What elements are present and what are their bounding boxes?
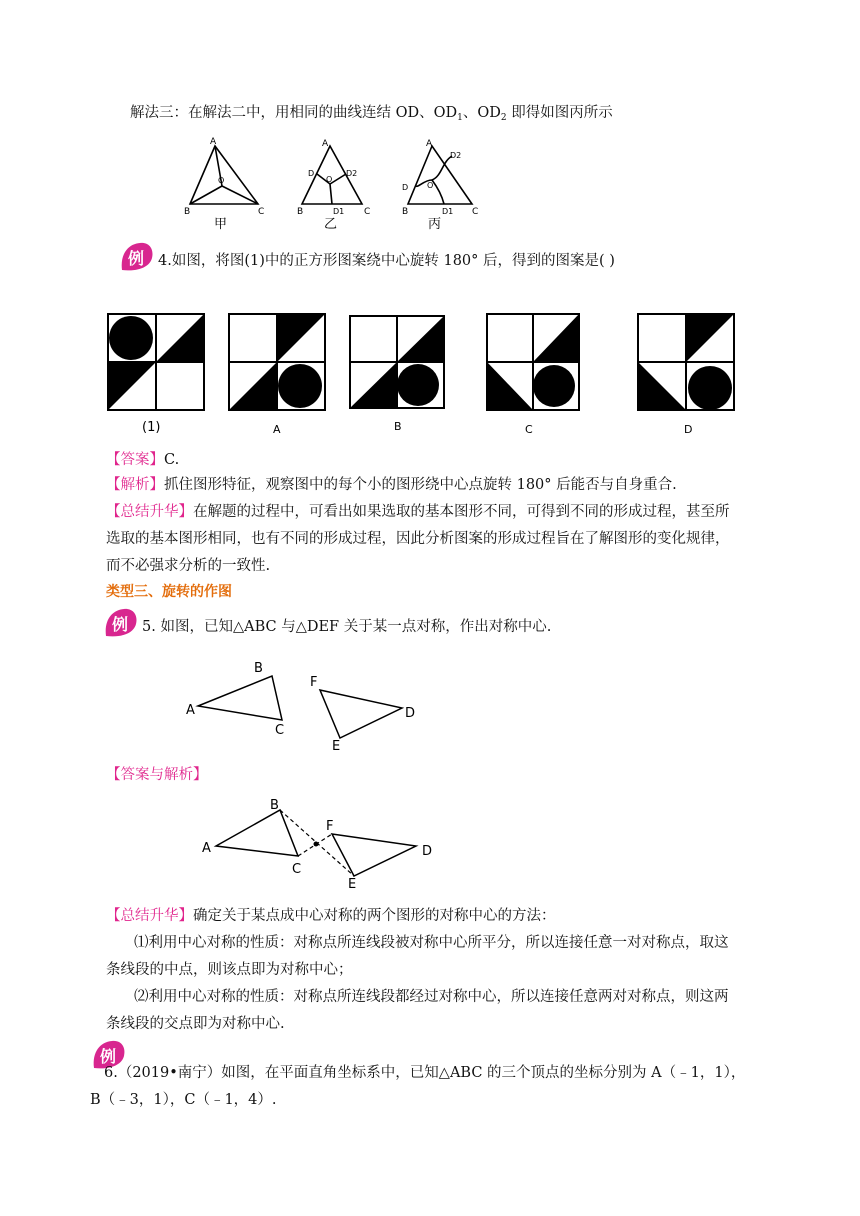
label-c: C — [275, 723, 285, 738]
type3-heading: 类型三、旋转的作图 — [106, 584, 232, 600]
q6-line-1: 6.（2019•南宁）如图，在平面直角坐标系中，已知△ABC 的三个顶点的坐标分别为 A（﹣1，1）， — [104, 1065, 746, 1081]
method3-line — [130, 103, 613, 128]
caption-b: B — [394, 420, 402, 433]
pattern-option-d — [638, 314, 734, 436]
method3-tail: 即得如图丙所示 — [511, 105, 613, 121]
summary-tag: 【总结升华】 — [106, 504, 193, 520]
label-d2: D2 — [346, 169, 358, 178]
label-e: E — [332, 739, 341, 752]
caption-yi: 乙 — [324, 217, 338, 232]
od-segment: OD — [395, 105, 420, 121]
symmetry-center-point — [314, 842, 319, 847]
summary-text: 确定关于某点成中心对称的两个图形的对称中心的方法： — [193, 908, 556, 924]
triangle-bing — [402, 139, 478, 232]
q5-method-1b: 条线段的中点，则该点即为对称中心； — [106, 962, 353, 978]
caption-d: D — [684, 423, 693, 436]
summary-text: 在解题的过程中，可看出如果选取的基本图形不同，可得到不同的形成过程，甚至所 — [193, 504, 730, 520]
q4-text: 4.如图，将图(1)中的正方形图案绕中心旋转 180° 后，得到的图案是( ) — [158, 253, 615, 269]
od2-segment: OD — [477, 105, 501, 121]
label-b: B — [184, 207, 191, 217]
square-patterns — [100, 308, 760, 440]
sep: 、 — [419, 105, 434, 121]
label-c: C — [364, 207, 371, 217]
q5-answer-figure — [196, 796, 446, 892]
label-d: D — [422, 844, 433, 859]
q5-summary — [106, 906, 556, 926]
answer-tag: 【答案】 — [106, 452, 164, 468]
label-d1: D1 — [442, 207, 454, 216]
label-o: O — [218, 176, 225, 185]
label-e: E — [348, 877, 357, 892]
label-f: F — [310, 675, 318, 690]
caption-1: (1) — [142, 420, 161, 435]
triangle-jia — [184, 137, 264, 232]
analysis-tag: 【解析】 — [106, 477, 164, 493]
q4-answer — [106, 450, 179, 470]
caption-c: C — [525, 423, 533, 436]
label-f: F — [326, 819, 334, 834]
badge-text: 例 — [112, 615, 129, 634]
q5-method-1a: ⑴利用中心对称的性质：对称点所连线段被对称中心所平分，所以连接任意一对对称点，取这 — [134, 935, 729, 951]
label-b: B — [297, 207, 304, 217]
answer-value: C. — [164, 452, 180, 468]
q5-method-2a: ⑵利用中心对称的性质：对称点所连线段都经过对称中心，所以连接任意两对对称点，则这两 — [134, 989, 729, 1005]
label-d2: D2 — [450, 151, 462, 160]
label-c: C — [472, 207, 479, 217]
triangle-figures — [180, 132, 490, 232]
label-d: D — [308, 169, 315, 178]
triangle-yi — [297, 139, 370, 232]
label-a: A — [426, 139, 433, 149]
q4-analysis — [106, 475, 677, 495]
q5-method-2b: 条线段的交点即为对称中心. — [106, 1016, 285, 1032]
q5-text: 5. 如图，已知△ABC 与△DEF 关于某一点对称，作出对称中心. — [142, 619, 552, 635]
example-badge-icon — [102, 606, 140, 640]
summary-tag: 【总结升华】 — [106, 908, 193, 924]
od1-sub: 1 — [457, 113, 463, 123]
label-a: A — [210, 137, 217, 147]
q6-line-2: B（﹣3，1），C（﹣1，4）. — [90, 1092, 277, 1108]
label-b: B — [270, 798, 279, 813]
q4-summary-line-1 — [106, 502, 730, 522]
label-d1: D1 — [333, 207, 345, 216]
label-a: A — [322, 139, 329, 149]
label-o: O — [427, 181, 434, 190]
pattern-option-b — [350, 316, 444, 433]
example-badge-icon — [118, 240, 156, 274]
pattern-original — [108, 314, 204, 435]
badge-text: 例 — [128, 249, 145, 268]
caption-jia: 甲 — [214, 217, 228, 232]
caption-a: A — [273, 423, 281, 436]
label-o: O — [326, 175, 333, 184]
pattern-option-a — [229, 314, 325, 436]
label-d: D — [405, 706, 416, 721]
q5-triangles-figure — [180, 652, 430, 752]
label-c: C — [292, 862, 302, 877]
label-b: B — [402, 207, 409, 217]
pattern-option-c — [487, 314, 579, 436]
label-b: B — [254, 661, 263, 676]
q5-answer-tag: 【答案与解析】 — [106, 767, 208, 783]
sep: 、 — [462, 105, 478, 121]
label-a: A — [202, 841, 211, 856]
method3-label: 解法三：在解法二中，用相同的曲线连结 — [130, 105, 391, 121]
q4-summary-line-3: 而不必强求分析的一致性. — [106, 558, 271, 574]
label-d: D — [402, 183, 409, 192]
label-c: C — [258, 207, 265, 217]
od1-segment: OD — [433, 105, 458, 121]
badge-text: 例 — [100, 1047, 117, 1066]
analysis-text: 抓住图形特征，观察图中的每个小的图形绕中心点旋转 180° 后能否与自身重合. — [164, 477, 677, 493]
q4-summary-line-2: 选取的基本图形相同，也有不同的形成过程，因此分析图案的形成过程旨在了解图形的变化规律， — [106, 531, 730, 547]
od2-sub: 2 — [500, 113, 507, 123]
caption-bing: 丙 — [428, 217, 442, 232]
label-a: A — [186, 703, 195, 718]
